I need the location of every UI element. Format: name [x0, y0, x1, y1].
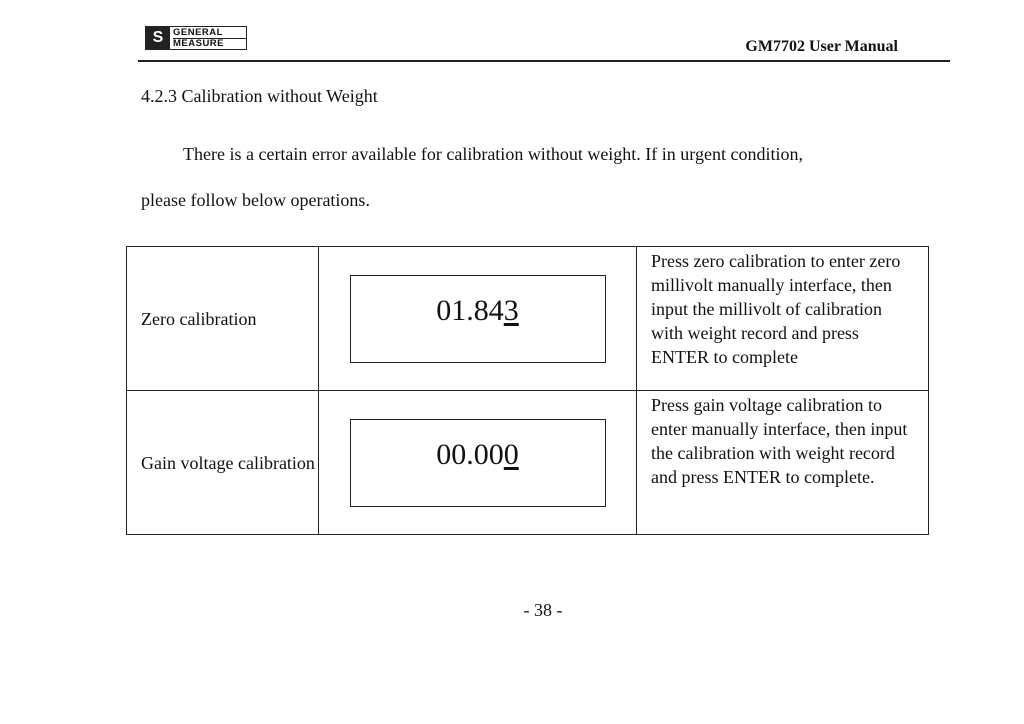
- header-divider: [138, 60, 950, 62]
- paragraph-line-2: please follow below operations.: [141, 190, 370, 210]
- paragraph-line-1: There is a certain error available for calibration without weight. If in urgent condition,: [183, 144, 803, 164]
- display-cell: [319, 391, 637, 535]
- manual-title: GM7702 User Manual: [745, 38, 898, 55]
- table-row: [127, 247, 929, 391]
- section-heading: 4.2.3 Calibration without Weight: [141, 86, 378, 106]
- lcd-display: [350, 419, 606, 507]
- logo-mark: S: [146, 27, 170, 49]
- logo-line-1: GENERAL: [173, 28, 246, 39]
- lcd-display: [350, 275, 606, 363]
- company-logo: [145, 26, 247, 50]
- logo-line-2: MEASURE: [173, 37, 225, 49]
- page-number: - 38 -: [523, 600, 563, 620]
- table-row: [127, 391, 929, 535]
- row-label: Zero calibration: [127, 247, 319, 391]
- logo-text: [170, 27, 246, 49]
- row-label: Gain voltage calibration: [127, 391, 319, 535]
- display-value: 00.00: [436, 437, 504, 471]
- calibration-table: [126, 246, 929, 535]
- display-value: 01.84: [436, 293, 504, 327]
- display-cell: [319, 247, 637, 391]
- display-cursor-digit: 3: [503, 293, 519, 327]
- row-description: Press gain voltage calibration to enter manually interface, then input the calibration with weight record and press ENTER to complete.: [637, 391, 929, 535]
- row-description: Press zero calibration to enter zero millivolt manually interface, then input the millivolt of calibration with weight record and press ENTER to complete: [637, 247, 929, 391]
- display-cursor-digit: 0: [503, 437, 519, 471]
